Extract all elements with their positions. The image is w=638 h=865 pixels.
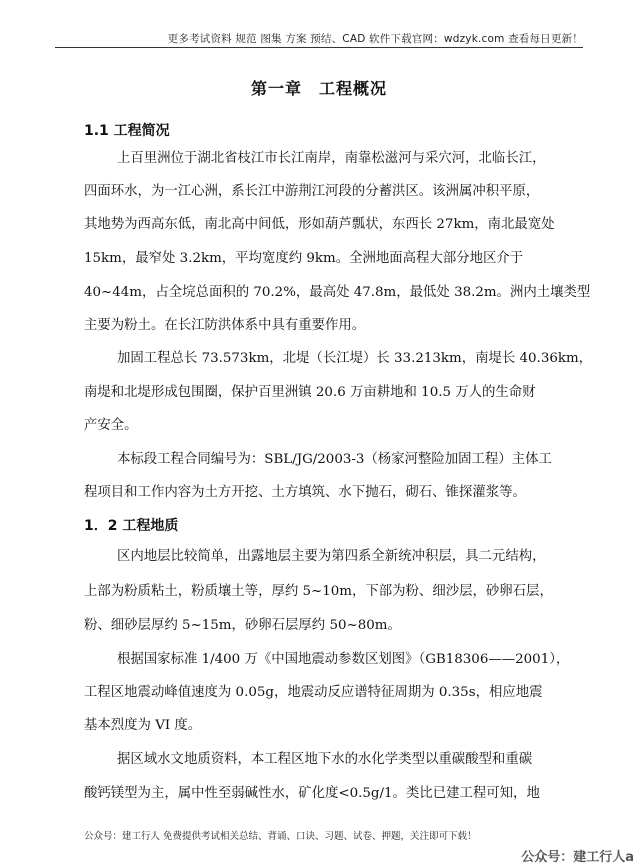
paragraph-line: 工程区地震动峰值速度为 0.05g，地震动反应谱特征周期为 0.35s，相应地震 xyxy=(84,685,543,700)
header-banner: 更多考试资料 规范 图集 方案 预结、CAD 软件下载官网：wdzyk.com 查看每日更新！ xyxy=(167,33,583,45)
paragraph-line: 本标段工程合同编号为：SBL/JG/2003-3（杨家河整险加固工程）主体工 xyxy=(117,452,552,467)
paragraph-line: 产安全。 xyxy=(84,418,138,433)
paragraph-line: 15km，最窄处 3.2km，平均宽度约 9km。全洲地面高程大部分地区介于 xyxy=(84,251,524,266)
header-divider xyxy=(55,47,583,48)
paragraph-line: 上百里洲位于湖北省枝江市长江南岸，南靠松滋河与采穴河，北临长江， xyxy=(117,151,546,166)
paragraph-line: 基本烈度为 VI 度。 xyxy=(84,718,202,733)
paragraph-line: 根据国家标准 1/400 万《中国地震动参数区划图》（GB18306——2001）， xyxy=(117,652,570,667)
paragraph-line: 其地势为西高东低，南北高中间低，形如葫芦瓢状，东西长 27km，南北最宽处 xyxy=(84,217,555,232)
paragraph-line: 加固工程总长 73.573km，北堤（长江堤）长 33.213km，南堤长 40.36km， xyxy=(117,351,593,366)
paragraph-line: 酸钙镁型为主，属中性至弱碱性水，矿化度<0.5g/1。类比已建工程可知，地 xyxy=(84,786,540,801)
section-heading-1-1: 1.1 工程简况 xyxy=(84,123,170,139)
footer-text: 公众号：建工行人 免费提供考试相关总结、背诵、口诀、习题、试卷、押题，关注即可下载！ xyxy=(84,831,477,842)
paragraph-line: 粉、细砂层厚约 5~15m，砂卵石层厚约 50~80m。 xyxy=(84,618,401,633)
section-heading-1-2: 1．2 工程地质 xyxy=(84,518,179,534)
paragraph-line: 区内地层比较简单，出露地层主要为第四系全新统冲积层，具二元结构， xyxy=(117,549,546,564)
paragraph-line: 据区域水文地质资料，本工程区地下水的水化学类型以重碳酸型和重碳 xyxy=(117,752,533,767)
paragraph-line: 40~44m，占全垸总面积的 70.2%，最高处 47.8m，最低处 38.2m。洲内土壤类型 xyxy=(84,285,591,300)
watermark: 公众号：建工行人a xyxy=(521,850,634,865)
paragraph-line: 主要为粉土。在长江防洪体系中具有重要作用。 xyxy=(84,318,366,333)
paragraph-line: 上部为粉质粘土，粉质壤土等，厚约 5~10m，下部为粉、细沙层，砂卵石层， xyxy=(84,584,553,599)
paragraph-line: 程项目和工作内容为土方开挖、土方填筑、水下抛石，砌石、锥探灌浆等。 xyxy=(84,485,526,500)
chapter-title: 第一章 工程概况 xyxy=(250,79,387,98)
paragraph-line: 南堤和北堤形成包围圈，保护百里洲镇 20.6 万亩耕地和 10.5 万人的生命财 xyxy=(84,385,536,400)
paragraph-line: 四面环水，为一江心洲，系长江中游荆江河段的分蓄洪区。该洲属冲积平原， xyxy=(84,184,540,199)
